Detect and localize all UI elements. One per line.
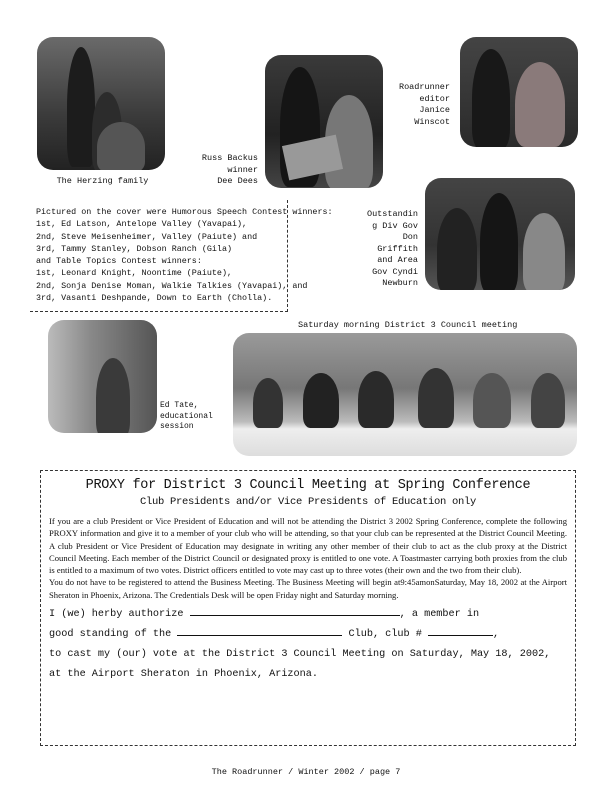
form-text: good standing of the xyxy=(49,629,178,641)
page-footer: The Roadrunner / Winter 2002 / page 7 xyxy=(211,767,401,777)
photo-griffith-newburn xyxy=(425,178,575,290)
cover-line: Pictured on the cover were Humorous Speech Contest winners: xyxy=(36,207,333,217)
caption-line: Dee Dees xyxy=(217,176,258,186)
form-text: , xyxy=(492,629,500,641)
proxy-form-box xyxy=(40,470,576,746)
proxy-member-name-field[interactable] xyxy=(190,605,400,616)
club-name-field[interactable] xyxy=(177,625,342,636)
photo-roadrunner-editor xyxy=(460,37,578,147)
caption-line: Gov Cyndi xyxy=(372,266,418,277)
caption-line: Roadrunner xyxy=(398,82,450,92)
caption-herzing: The Herzing family xyxy=(56,176,149,186)
caption-line: and Area xyxy=(377,255,418,265)
caption-line: educational xyxy=(160,411,213,421)
cover-line: and Table Topics Contest winners: xyxy=(36,256,202,267)
caption-line: Griffith xyxy=(377,243,418,254)
proxy-authorization-form xyxy=(49,605,567,685)
caption-line: Janice xyxy=(419,105,450,115)
photo-herzing-family xyxy=(37,37,165,170)
caption-line: Russ Backus xyxy=(201,153,258,163)
proxy-meeting-info: You do not have to be registered to attend the Business Meeting. The Business Meeting will begin at9:45amonSaturday, May 18, 2002 at the Airport Sheraton in Phoenix, Arizona. The Credentials Desk will be open Friday night and Saturday morning. xyxy=(49,577,567,600)
caption-ed-tate xyxy=(160,401,213,433)
caption-russ-backus xyxy=(180,153,258,188)
caption-council-meeting: Saturday morning District 3 Council meeting xyxy=(298,320,518,330)
form-text: I (we) herby authorize xyxy=(49,609,190,621)
cover-line: 1st, Ed Latson, Antelope Valley (Yavapai), xyxy=(36,219,248,230)
form-text: Club, club # xyxy=(342,629,428,641)
caption-line: g Div Gov xyxy=(372,220,418,231)
cover-line: 1st, Leonard Knight, Noontime (Paiute), xyxy=(36,268,233,279)
caption-line: Ed Tate, xyxy=(160,401,199,410)
caption-line: Newburn xyxy=(382,278,418,288)
club-number-field[interactable] xyxy=(428,625,493,636)
cover-line: 2nd, Steve Meisenheimer, Valley (Paiute) and xyxy=(36,231,258,242)
proxy-subtitle: Club Presidents and/or Vice Presidents of Education only xyxy=(139,496,477,508)
cover-line: 2nd, Sonja Denise Moman, Walkie Talkies (Yavapai), and xyxy=(36,280,308,291)
cover-line: 3rd, Tammy Stanley, Dobson Ranch (Gila) xyxy=(36,243,233,254)
proxy-title: PROXY for District 3 Council Meeting at Spring Conference xyxy=(85,478,531,493)
form-text: to cast my (our) vote at the District 3 Council Meeting on Saturday, May 18, 2002, xyxy=(49,649,551,661)
caption-griffith-newburn xyxy=(358,209,418,290)
photo-russ-backus xyxy=(265,55,383,188)
form-text: , a member in xyxy=(399,609,480,621)
caption-line: session xyxy=(160,422,194,431)
cover-winners-box xyxy=(30,200,333,312)
caption-line: Don xyxy=(402,232,418,242)
cover-line: 3rd, Vasanti Deshpande, Down to Earth (Cholla). xyxy=(36,293,273,304)
caption-roadrunner-editor xyxy=(372,82,450,128)
photo-ed-tate xyxy=(48,320,157,433)
photo-council-meeting xyxy=(233,333,577,456)
caption-line: Winscot xyxy=(414,116,450,127)
form-text: at the Airport Sheraton in Phoenix, Arizona. xyxy=(49,669,318,681)
caption-line: editor xyxy=(419,93,450,104)
caption-line: Outstandin xyxy=(366,209,418,219)
proxy-instructions: If you are a club President or Vice President of Education and will not be attending the District 3 2002 Spring Conference, complete the following PROXY information and give it to a member of your club who will be attending, so that your club can be represented at the District Council Meeting. A club President or Vice President of Education may designate in writing any other member of their club to act as the club proxy at the District Council Meeting. Each member of the District Council or designated proxy is entitled to one vote. A Toastmaster carrying both proxies from the club is entitled to a maximum of two votes. District officers entitled to vote may cast up to three votes (their own and the two from their club). xyxy=(49,516,567,576)
caption-line: winner xyxy=(227,164,258,175)
